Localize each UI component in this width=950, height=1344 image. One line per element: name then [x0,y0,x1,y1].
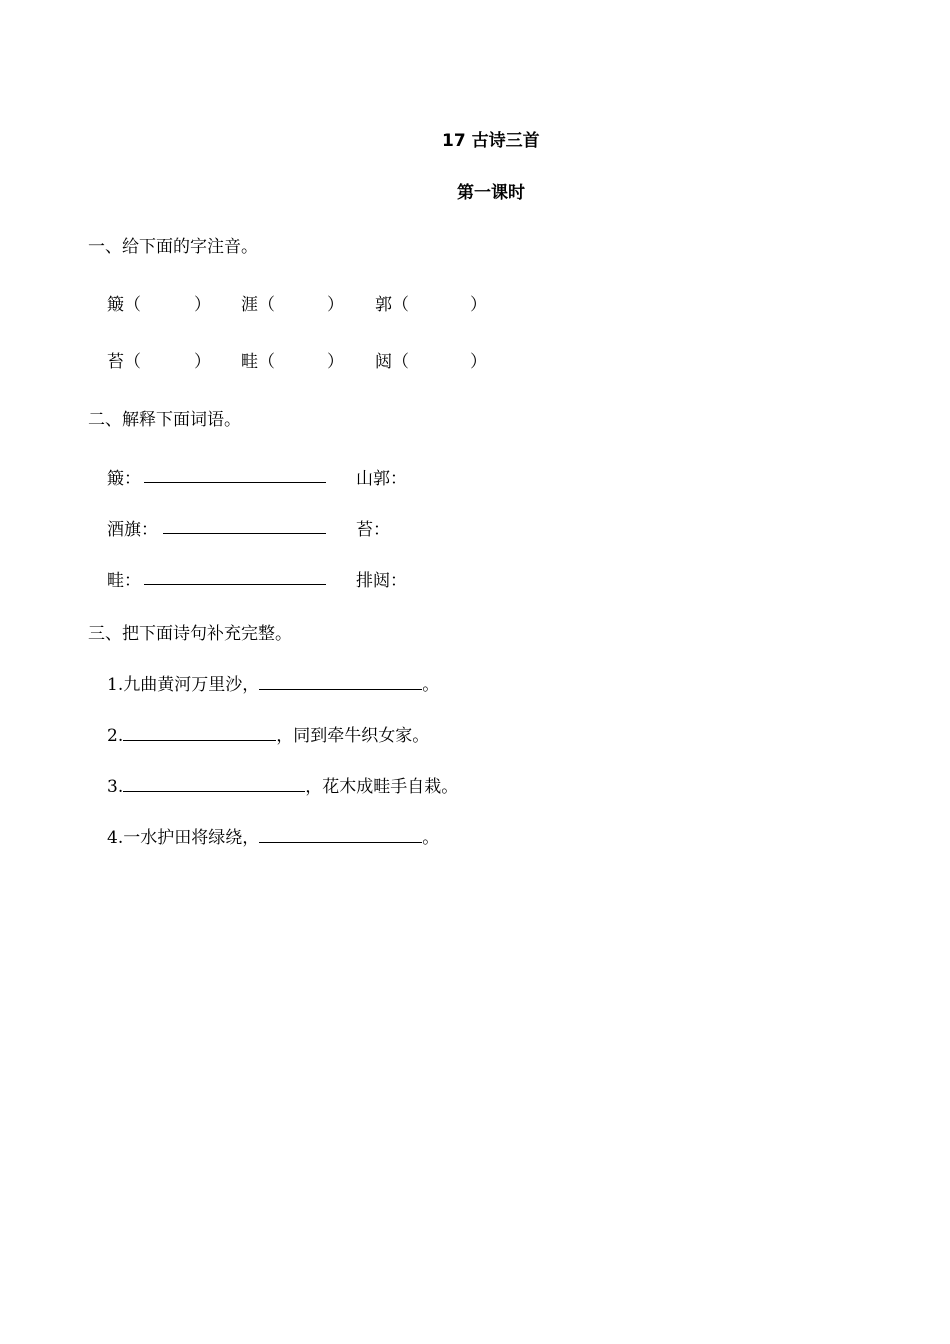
pinyin-item: 闼（ [375,352,409,372]
poem-text: 3. [107,777,124,797]
answer-line[interactable] [123,724,276,741]
pinyin-close: ） [327,352,344,372]
poem-text: 2. [107,726,124,746]
poem-text: 1.九曲黄河万里沙， [107,675,260,695]
poem-text: ，同到牵牛织女家。 [276,726,430,746]
poem-line-1 [107,670,439,695]
page-title: 17 古诗三首 [442,131,540,151]
poem-line-3 [107,772,458,797]
pinyin-item: 苔（ [107,352,141,372]
answer-line[interactable] [123,775,305,792]
poem-text: ，花木成畦手自栽。 [305,777,459,797]
term-label: 苔： [356,520,390,540]
poem-text: 。 [422,828,440,848]
pinyin-close: ） [194,352,211,372]
poem-line-2 [107,721,429,746]
answer-line[interactable] [163,517,326,534]
answer-line[interactable] [259,673,422,690]
pinyin-item: 涯（ [241,295,275,315]
poem-line-4 [107,823,439,848]
pinyin-close: ） [327,295,344,315]
term-label: 山郭： [356,469,407,489]
term-label: 簸： [107,469,141,489]
term-label: 排闼： [356,571,407,591]
pinyin-close: ） [470,352,487,372]
pinyin-item: 郭（ [375,295,409,315]
pinyin-item: 畦（ [241,352,275,372]
pinyin-close: ） [470,295,487,315]
answer-line[interactable] [144,568,326,585]
page-subtitle: 第一课时 [457,183,525,203]
answer-line[interactable] [259,826,422,843]
section-3-heading: 三、把下面诗句补充完整。 [88,624,292,644]
section-1-heading: 一、给下面的字注音。 [88,237,258,257]
poem-text: 4.一水护田将绿绕， [107,828,260,848]
term-label: 酒旗： [107,520,158,540]
poem-text: 。 [422,675,440,695]
answer-line[interactable] [144,466,326,483]
section-2-heading: 二、解释下面词语。 [88,410,241,430]
term-label: 畦： [107,571,141,591]
pinyin-item: 簸（ [107,295,141,315]
pinyin-close: ） [194,295,211,315]
